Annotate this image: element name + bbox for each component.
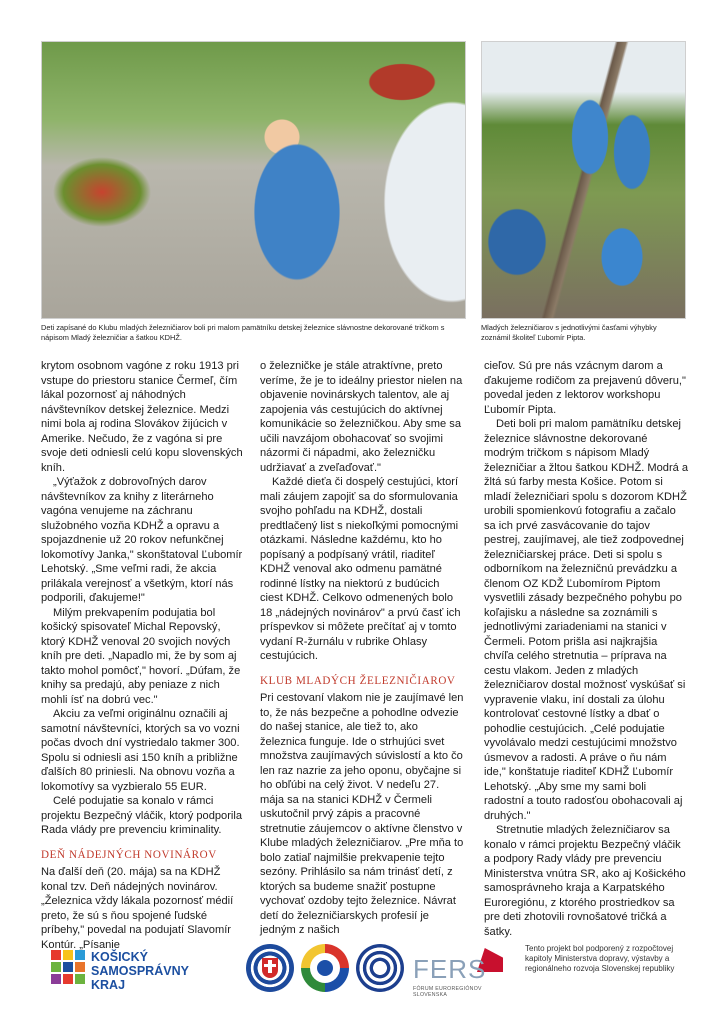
paragraph: Celé podujatie sa konalo v rámci projektu Bezpečný vláčik, ktorý podporila Rada vlády pre prevenciu kriminality.	[41, 795, 243, 836]
funding-note: Tento projekt bol podporený z rozpočtovej kapitoly Ministerstva dopravy, výstavby a regionálneho rozvoja Slovenskej republiky	[525, 944, 675, 973]
paragraph: Milým prekvapením podujatia bol košický spisovateľ Michal Repovský, ktorý KDHŽ venoval 20 svojich nových kníh pre deti. „Napadlo mi, že by som aj takto mohol pomôcť," hovorí. „Dúfam, že knihy sa predajú, aby peniaze z nich mohli ísť na dobrú vec."	[41, 606, 241, 706]
paragraph: o železničke je stále atraktívne, preto veríme, že je to ideálny priestor nielen na objavenie novinárskych talentov, ale aj zapojenia vás cestujúcich do aktívnej komunikácie so železničkou. Aby sme sa učili navzájom obohacovať so svojimi názormi či nápadmi, ako železničku udržiavať a zveľaďovať."	[260, 360, 463, 474]
ksk-line: KOŠICKÝ	[91, 950, 148, 964]
section-heading: DEŇ NÁDEJNÝCH NOVINÁROV	[41, 848, 217, 861]
article-column-1	[41, 359, 246, 952]
fers-logo-text: FERS	[413, 954, 487, 984]
paragraph: Na ďalší deň (20. mája) sa na KDHŽ konal tzv. Deň nádejných novinárov. „Železnica vždy lákala pozornosť médií preto, že sú s ňou spojené ľudské príbehy," povedal na podujatí Slavomír Kontúr. „Písanie	[41, 866, 234, 951]
paragraph: Každé dieťa či dospelý cestujúci, ktorí mali záujem zapojiť sa do sformulovania svojho pohľadu na KDHŽ, dostali predtlačený list s niekoľkými pomocnými otázkami. Následne každému, kto ho popísaný a podpísaný vrátil, riaditeľ KDHŽ venoval ako odmenu pamätné rodinné lístky na niektorú z budúcich ciest KDHŽ. Celkovo odmenených bolo 18 „nádejných novinárov" a prvú časť ich príspevkov si môžete prečítať aj v tomto vydaní R-žurnálu v rubrike Ohlasy cestujúcich.	[260, 476, 461, 662]
sponsor-footer	[41, 944, 689, 1004]
fers-logo	[413, 944, 503, 998]
paragraph: Pri cestovaní vlakom nie je zaujímavé len to, že nás bezpečne a pohodlne odvezie do našej stanice, ale tiež to, ako železnica funguje. Ide o strhujúci svet množstva zaujímavých súvislostí a kto čo len raz nazrie za jeho oponu, obyčajne si ho obľúbi na celý život. V nedeľu 27. mája sa na stanici KDHŽ v Čermeli uskutočnil prvý zápis a pracovné stretnutie záujemcov o aktívne členstvo v Klube mladých železničiarov. „Pre mňa to bolo zatiaľ najmilšie prekvapenie tejto sezóny. Prihlásilo sa nám trinásť detí, z ktorých sa budeme snažiť postupne vychovať ozdoby tejto železnice. Návrat detí do železničiarskych profesií je jedným z našich	[260, 692, 464, 936]
photo-track-switch-training	[481, 41, 686, 319]
crime-prevention-council-emblem-icon	[356, 944, 404, 992]
paragraph: Deti boli pri malom pamätníku detskej železnice slávnostne dekorované modrým tričkom s nápisom Mladý železničiar a žltou šatkou KDHŽ. Modrá a žltá sú farby mesta Košice. Potom si mladí železničiari spolu s dozorom KDHŽ urobili spomienkovú fotografiu a začalo sa ich prvé zasvácovanie do tajov pestrej, zaujímavej, ale tiež zodpovednej železničiarskej práce. Deti si spolu s odborníkom na železničnú prevádzku a členom OZ KDŽ Ľubomírom Piptom vysvetlili zásady bezpečného pohybu po koľajisku a následne sa zoznámili s jednotlivými zariadeniami na stanici v Čermeli. Potom prišla asi najkrajšia chvíľa celého stretnutia – príprava na cestu vlakom. Jeden z mladých železničiarov dostal možnosť vyskúšať si vypravenie vlaku, iní dostali za úlohu kontrolovať cestovné lístky a dbať o pohodlie cestujúcich. „Celé podujatie vyvolávalo medzi cestujúcimi množstvo úsmevov a radosti. A práve o ňu nám ide," konštatuje riaditeľ KDHŽ Ľubomír Lehotský. „Aby sme my sami boli radostní a touto radosťou obohacovali aj druhých."	[484, 418, 689, 822]
paragraph: Akciu za veľmi originálnu označili aj samotní návštevníci, ktorých sa vo vozni počas dvoch dní vystriedalo takmer 300. Spolu si odniesli asi 150 kníh a približne ďalších 80 priniesli. Na obnovu vozňa a lokomotívy sa vyzbieralo 55 EUR.	[41, 708, 240, 793]
photo-handshake-ceremony	[41, 41, 466, 319]
photo1-caption: Deti zapísané do Klubu mladých železničiarov boli pri malom pamätníku detskej železnice slávnostne dekorované tričkom s nápisom Mladý železničiar a šatkou KDHŽ.	[41, 323, 445, 342]
kosice-region-logo-icon	[51, 950, 85, 984]
photo2-caption: Mladých železničiarov s jednotlivými časťami výhybky zoznámil školiteľ Ľubomír Pipta.	[481, 323, 657, 342]
fers-logo-subtitle: FÓRUM EUROREGIÓNOV SLOVENSKA	[413, 986, 482, 998]
slovak-coat-of-arms-icon	[246, 944, 294, 992]
article-column-2	[260, 359, 465, 938]
ksk-line: KRAJ	[91, 978, 126, 992]
paragraph: krytom osobnom vagóne z roku 1913 pri vstupe do priestoru stanice Čermeľ, čím lákal pozornosť aj náhodných návštevníkov detskej železnice. Medzi nimi bola aj rodina Slovákov žijúcich v Amerike. Nečudo, že z vagóna si pre svoje deti odniesli celú kopu slovenských kníh.	[41, 360, 243, 474]
paragraph: cieľov. Sú pre nás vzácnym darom a ďakujeme rodičom za prejavenú dôveru," povedal jeden z lektorov workshopu Ľubomír Pipta.	[484, 360, 686, 416]
section-heading: KLUB MLADÝCH ŽELEZNIČIAROV	[260, 674, 456, 687]
paragraph: „Výťažok z dobrovoľných darov návštevníkov za knihy z literárneho vagóna venujeme na záchranu služobného vozňa KDHŽ a opravu a spojazdnenie už 20 rokov nefunkčnej lokomotívy Janka," skonštatoval Ľubomír Lehotský. „Sme veľmi radi, že akcia prilákala verejnosť a všetkým, ktorí nás podporili, ďakujeme!"	[41, 476, 243, 604]
kosice-region-logo-text	[91, 950, 189, 992]
paragraph: Stretnutie mladých železničiarov sa konalo v rámci projektu Bezpečný vláčik a podpory Rady vlády pre prevenciu Ministerstva vnútra SR, ako aj Košického samosprávneho kraja a Karpatského Euroregiónu, z ktorého prostriedkov sa pre deti zhotovili rovnošatové tričká a šatky.	[484, 824, 686, 938]
article-column-3	[484, 359, 689, 939]
ksk-line: SAMOSPRÁVNY	[91, 964, 189, 978]
carpathian-euroregion-emblem-icon	[301, 944, 349, 992]
